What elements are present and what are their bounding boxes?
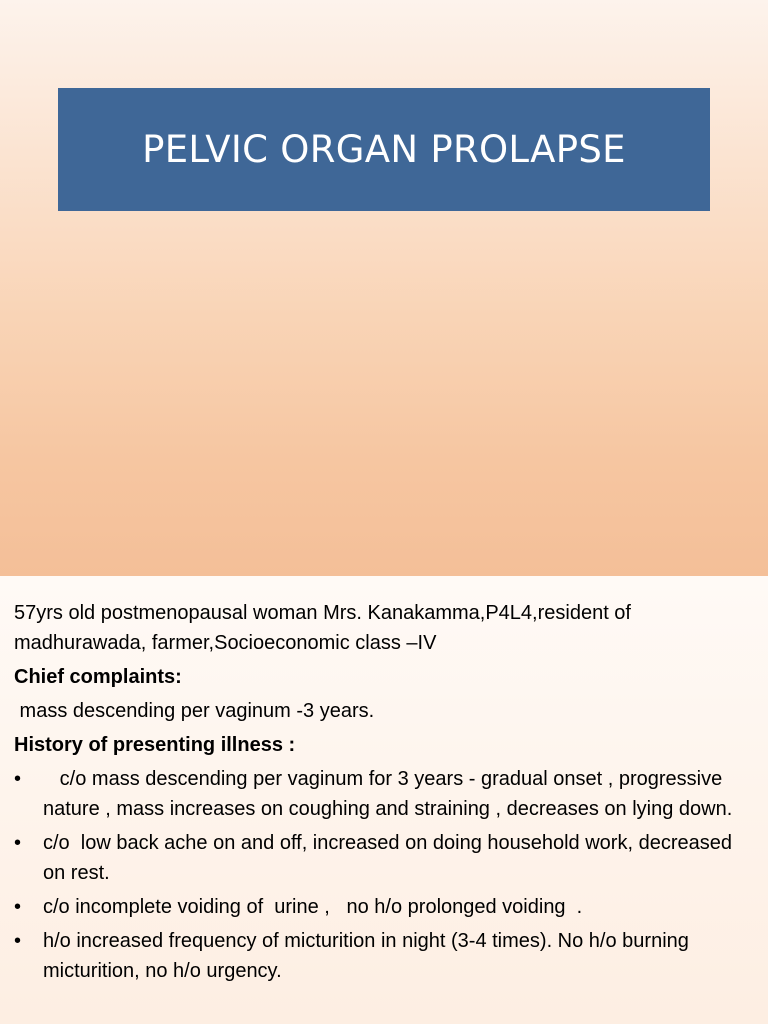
bullet-text: c/o low back ache on and off, increased on doing household work, decreased on rest.: [43, 832, 738, 884]
bullet-text: c/o incomplete voiding of urine , no h/o prolonged voiding .: [43, 896, 583, 918]
list-item: [14, 892, 750, 922]
list-item: [14, 926, 750, 986]
chief-complaint: mass descending per vaginum -3 years.: [14, 700, 375, 722]
list-item: [14, 764, 750, 824]
history-list: [14, 764, 750, 986]
bullet-text: h/o increased frequency of micturition in night (3-4 times). No h/o burning micturition, no h/o urgency.: [43, 930, 695, 982]
slide-title: PELVIC ORGAN PROLAPSE: [142, 128, 626, 171]
list-item: [14, 828, 750, 888]
bullet-text: c/o mass descending per vaginum for 3 years - gradual onset , progressive nature , mass increases on coughing and straining , decreases on lying down.: [43, 768, 733, 820]
title-banner: [58, 88, 710, 211]
bullet-icon: •: [14, 896, 22, 918]
patient-intro: 57yrs old postmenopausal woman Mrs. Kanakamma,P4L4,resident of madhurawada, farmer,Socioeconomic class –IV: [14, 602, 631, 654]
history-heading: History of presenting illness :: [14, 734, 296, 756]
bullet-icon: •: [14, 832, 22, 854]
bullet-icon: •: [14, 768, 22, 790]
chief-complaints-heading: Chief complaints:: [14, 666, 182, 688]
bullet-icon: •: [14, 930, 22, 952]
content-slide: [0, 576, 768, 1024]
